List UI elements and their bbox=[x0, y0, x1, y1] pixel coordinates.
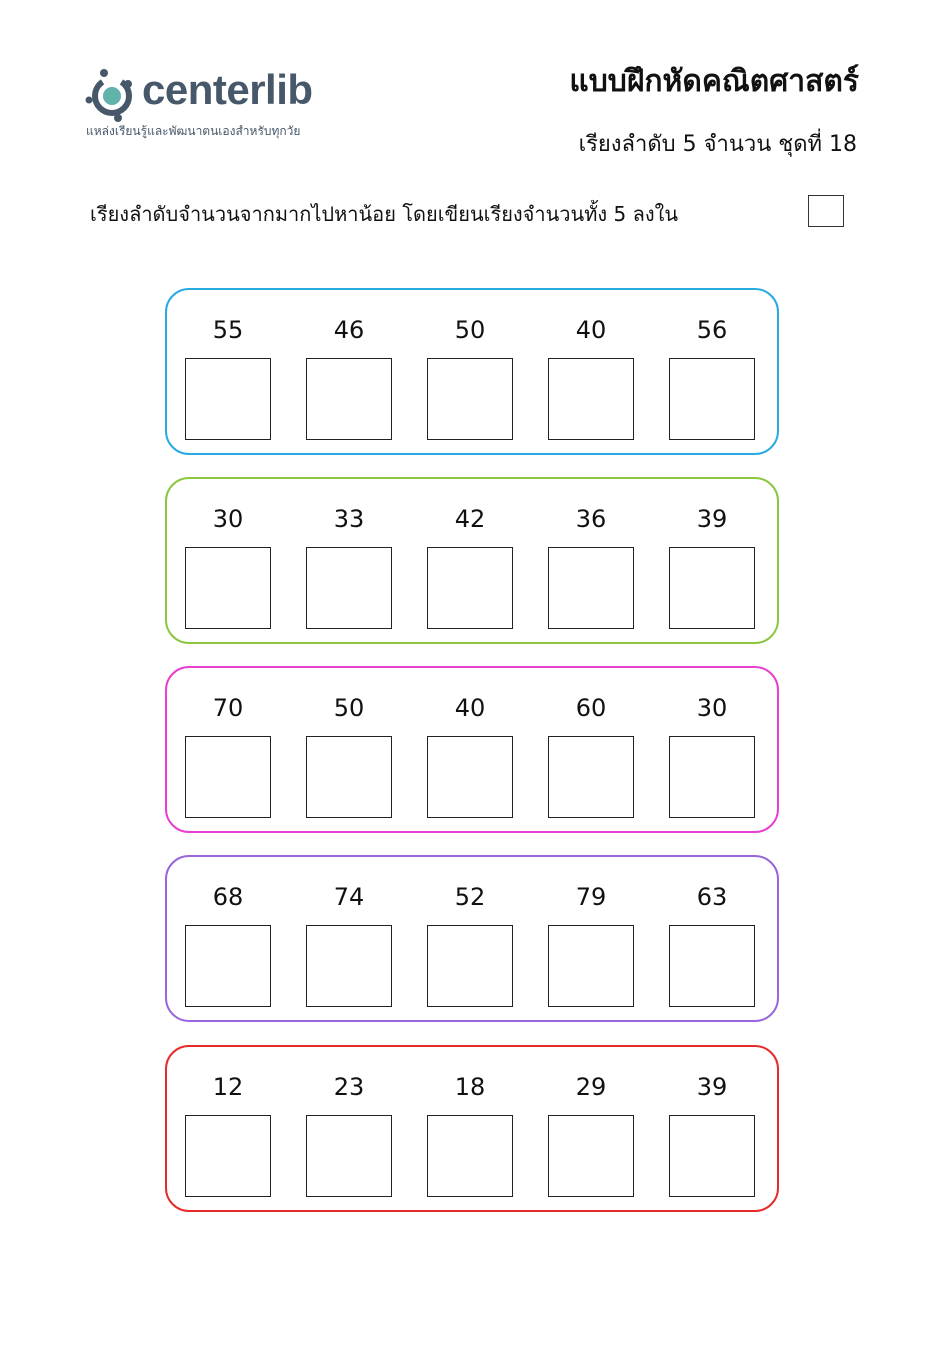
answer-box[interactable] bbox=[185, 1115, 271, 1197]
exercise-group-1 bbox=[165, 288, 779, 455]
instruction-text: เรียงลำดับจำนวนจากมากไปหาน้อย โดยเขียนเรียงจำนวนทั้ง 5 ลงใน bbox=[90, 202, 679, 226]
answer-box[interactable] bbox=[427, 358, 513, 440]
answer-box[interactable] bbox=[427, 547, 513, 629]
number-label: 46 bbox=[333, 316, 365, 344]
number-cell bbox=[669, 479, 755, 646]
brand-name: centerlib bbox=[142, 66, 313, 113]
answer-box[interactable] bbox=[185, 925, 271, 1007]
number-cell bbox=[427, 1047, 513, 1214]
answer-box[interactable] bbox=[669, 925, 755, 1007]
number-cell bbox=[306, 1047, 392, 1214]
number-label: 79 bbox=[575, 883, 607, 911]
answer-box[interactable] bbox=[427, 736, 513, 818]
number-label: 68 bbox=[212, 883, 244, 911]
number-label: 39 bbox=[696, 1073, 728, 1101]
brand-tagline: แหล่งเรียนรู้และพัฒนาตนเองสำหรับทุกวัย bbox=[86, 124, 301, 138]
number-cell bbox=[185, 479, 271, 646]
number-cell bbox=[427, 290, 513, 457]
number-label: 33 bbox=[333, 505, 365, 533]
answer-box[interactable] bbox=[306, 547, 392, 629]
number-label: 63 bbox=[696, 883, 728, 911]
number-cell bbox=[185, 290, 271, 457]
number-cell bbox=[669, 290, 755, 457]
number-cell bbox=[548, 1047, 634, 1214]
answer-box[interactable] bbox=[669, 358, 755, 440]
number-label: 39 bbox=[696, 505, 728, 533]
number-label: 40 bbox=[575, 316, 607, 344]
number-cell bbox=[669, 857, 755, 1024]
answer-box[interactable] bbox=[306, 736, 392, 818]
molecule-logo-icon bbox=[84, 68, 140, 124]
exercise-group-5 bbox=[165, 1045, 779, 1212]
answer-box[interactable] bbox=[427, 925, 513, 1007]
number-cell bbox=[306, 668, 392, 835]
number-cell bbox=[427, 479, 513, 646]
answer-box[interactable] bbox=[306, 1115, 392, 1197]
number-cell bbox=[669, 1047, 755, 1214]
number-label: 30 bbox=[212, 505, 244, 533]
answer-box[interactable] bbox=[548, 358, 634, 440]
number-label: 29 bbox=[575, 1073, 607, 1101]
number-label: 42 bbox=[454, 505, 486, 533]
number-label: 56 bbox=[696, 316, 728, 344]
number-label: 12 bbox=[212, 1073, 244, 1101]
answer-box[interactable] bbox=[669, 1115, 755, 1197]
number-label: 18 bbox=[454, 1073, 486, 1101]
number-cell bbox=[548, 290, 634, 457]
number-label: 70 bbox=[212, 694, 244, 722]
number-cell bbox=[306, 479, 392, 646]
number-label: 55 bbox=[212, 316, 244, 344]
number-cell bbox=[185, 857, 271, 1024]
instruction-example-box bbox=[808, 195, 844, 227]
number-label: 36 bbox=[575, 505, 607, 533]
number-label: 40 bbox=[454, 694, 486, 722]
answer-box[interactable] bbox=[306, 925, 392, 1007]
number-cell bbox=[427, 668, 513, 835]
answer-box[interactable] bbox=[185, 358, 271, 440]
number-cell bbox=[306, 290, 392, 457]
number-cell bbox=[185, 668, 271, 835]
number-label: 50 bbox=[333, 694, 365, 722]
answer-box[interactable] bbox=[548, 736, 634, 818]
number-label: 60 bbox=[575, 694, 607, 722]
answer-box[interactable] bbox=[669, 736, 755, 818]
page-subtitle: เรียงลำดับ 5 จำนวน ชุดที่ 18 bbox=[578, 132, 857, 157]
number-cell bbox=[669, 668, 755, 835]
answer-box[interactable] bbox=[548, 925, 634, 1007]
number-label: 23 bbox=[333, 1073, 365, 1101]
answer-box[interactable] bbox=[185, 736, 271, 818]
number-cell bbox=[548, 668, 634, 835]
number-cell bbox=[306, 857, 392, 1024]
exercise-group-4 bbox=[165, 855, 779, 1022]
answer-box[interactable] bbox=[185, 547, 271, 629]
answer-box[interactable] bbox=[306, 358, 392, 440]
answer-box[interactable] bbox=[548, 1115, 634, 1197]
number-cell bbox=[548, 857, 634, 1024]
exercise-group-2 bbox=[165, 477, 779, 644]
number-label: 74 bbox=[333, 883, 365, 911]
answer-box[interactable] bbox=[548, 547, 634, 629]
exercise-group-3 bbox=[165, 666, 779, 833]
number-label: 30 bbox=[696, 694, 728, 722]
number-cell bbox=[427, 857, 513, 1024]
answer-box[interactable] bbox=[669, 547, 755, 629]
page-title: แบบฝึกหัดคณิตศาสตร์ bbox=[569, 64, 859, 99]
number-label: 50 bbox=[454, 316, 486, 344]
number-label: 52 bbox=[454, 883, 486, 911]
answer-box[interactable] bbox=[427, 1115, 513, 1197]
number-cell bbox=[548, 479, 634, 646]
brand-logo bbox=[84, 64, 344, 144]
number-cell bbox=[185, 1047, 271, 1214]
